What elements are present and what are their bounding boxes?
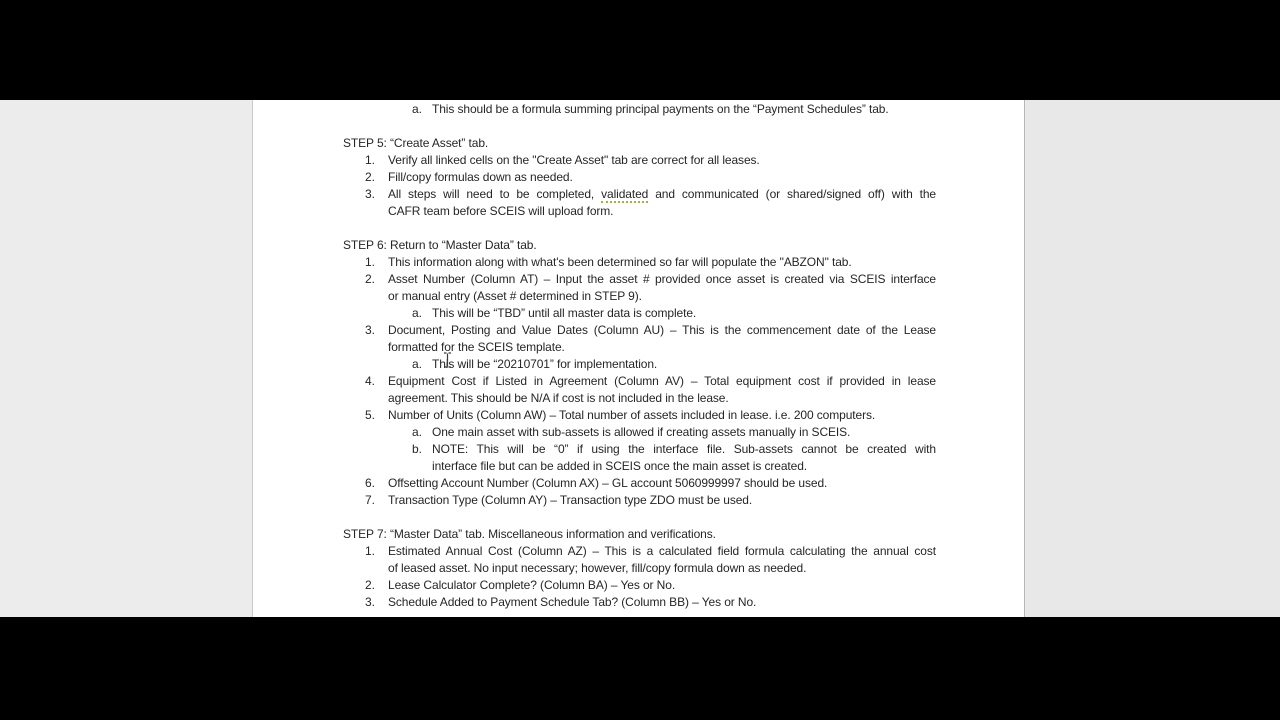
step6-heading [253,237,1024,254]
doc-text: agreement. This should be N/A if cost is not included in the lease. [388,391,729,405]
step5-item-2 [253,169,1024,186]
blank-line [253,509,1024,526]
doc-text: Fill/copy formulas down as needed. [388,170,573,184]
document-page[interactable] [252,100,1025,617]
step7-heading [253,526,1024,543]
doc-text: Number of Units (Column AW) – Total number of assets included in lease. i.e. 200 computers. [388,408,876,422]
step5-item-3 [253,186,1024,203]
doc-text: This information along with what's been determined so far will populate the "ABZON" tab. [388,255,852,269]
list-marker: a. [412,425,422,439]
doc-text: or manual entry (Asset # determined in STEP 9). [388,289,642,303]
letterbox-bottom [0,617,1280,720]
step6-item-5 [253,407,1024,424]
step6-item-5-sub-a [253,424,1024,441]
canvas-background-right [1026,100,1280,617]
step6-item-2-cont [253,288,1024,305]
step6-item-2-sub-a [253,305,1024,322]
doc-text: Schedule Added to Payment Schedule Tab? (Column BB) – Yes or No. [388,595,757,609]
step6-item-4 [253,373,1024,390]
doc-text: STEP 5: “Create Asset” tab. [343,136,489,150]
doc-text: Verify all linked cells on the "Create Asset" tab are correct for all leases. [388,153,760,167]
doc-text: This should be a formula summing principal payments on the “Payment Schedules” tab. [432,102,889,116]
list-marker: 3. [365,595,375,609]
step5-item-3-cont [253,203,1024,220]
list-marker: 3. [365,187,375,201]
doc-text: STEP 7: “Master Data” tab. Miscellaneous information and verifications. [343,527,716,541]
list-marker: b. [412,442,422,456]
step6-item-6 [253,475,1024,492]
step6-item-7 [253,492,1024,509]
doc-text: Document, Posting and Value Dates (Column AU) – This is the commencement date of the Lease [388,323,936,337]
step7-item-2 [253,577,1024,594]
step6-item-3-cont [253,339,1024,356]
list-marker: 1. [365,544,375,558]
doc-text: One main asset with sub-assets is allowed if creating assets manually in SCEIS. [432,425,851,439]
list-marker: 1. [365,255,375,269]
doc-text: NOTE: This will be “0” if using the interface file. Sub-assets cannot be created with [432,442,936,456]
document-viewer-canvas [0,100,1280,617]
doc-text: Asset Number (Column AT) – Input the asset # provided once asset is created via SCEIS interface [388,272,936,286]
doc-text: This will be “20210701” for implementation. [432,357,658,371]
doc-text: Equipment Cost if Listed in Agreement (Column AV) – Total equipment cost if provided in lease [388,374,936,388]
step6-item-4-cont [253,390,1024,407]
list-marker: 4. [365,374,375,388]
document-content [253,101,1024,611]
step6-item-5-sub-b-cont [253,458,1024,475]
blank-line [253,220,1024,237]
step6-item-5-sub-b [253,441,1024,458]
step6-item-1 [253,254,1024,271]
step7-item-1-cont [253,560,1024,577]
letterbox-top [0,0,1280,100]
doc-text: Offsetting Account Number (Column AX) – GL account 5060999997 should be used. [388,476,828,490]
doc-text [388,186,936,203]
doc-text-segment: All steps will need to be completed, [388,187,602,201]
step7-item-3 [253,594,1024,611]
doc-text: interface file but can be added in SCEIS once the main asset is created. [432,459,808,473]
step6-item-3 [253,322,1024,339]
doc-text: Transaction Type (Column AY) – Transaction type ZDO must be used. [388,493,753,507]
step7-item-1 [253,543,1024,560]
list-marker: 6. [365,476,375,490]
doc-text: formatted for the SCEIS template. [388,340,565,354]
doc-text: of leased asset. No input necessary; however, fill/copy formula down as needed. [388,561,807,575]
doc-text: Lease Calculator Complete? (Column BA) – Yes or No. [388,578,676,592]
step6-item-3-sub-a [253,356,1024,373]
list-marker: 5. [365,408,375,422]
doc-text: Estimated Annual Cost (Column AZ) – This is a calculated field formula calculating the annual cost [388,544,936,558]
list-marker: 2. [365,272,375,286]
doc-line-top-subitem [253,101,1024,118]
list-marker: 2. [365,170,375,184]
doc-text: This will be “TBD” until all master data is complete. [432,306,697,320]
list-marker: 2. [365,578,375,592]
step5-heading [253,135,1024,152]
step6-item-2 [253,271,1024,288]
list-marker: 7. [365,493,375,507]
list-marker: 3. [365,323,375,337]
doc-text: STEP 6: Return to “Master Data” tab. [343,238,537,252]
doc-text-segment: and communicated (or shared/signed off) with the [648,187,936,201]
text-cursor-icon [443,352,452,368]
list-marker: a. [412,306,422,320]
blank-line [253,118,1024,135]
step5-item-1 [253,152,1024,169]
doc-text: CAFR team before SCEIS will upload form. [388,204,614,218]
list-marker: a. [412,357,422,371]
list-marker: 1. [365,153,375,167]
proofing-marked-word: validated [601,187,649,201]
list-marker: a. [412,102,422,116]
